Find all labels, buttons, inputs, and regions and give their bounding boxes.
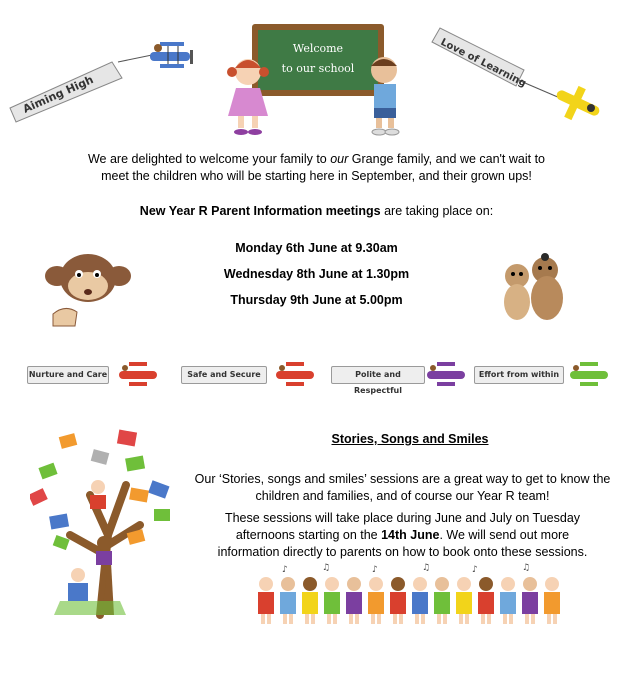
boy-icon xyxy=(371,57,399,135)
meerkats-icon xyxy=(495,252,575,322)
svg-text:♫: ♫ xyxy=(522,563,531,573)
meeting-date-2: Wednesday 8th June at 1.30pm xyxy=(223,267,410,281)
plane-icon xyxy=(423,360,471,388)
svg-text:♫: ♫ xyxy=(322,563,331,573)
chalkboard-line2: to our school xyxy=(281,62,355,75)
singing-children-icon xyxy=(252,562,572,632)
aiming-high-text: Aiming High xyxy=(20,73,96,116)
book-tree-icon xyxy=(30,425,190,620)
meetings-heading xyxy=(60,203,573,220)
svg-text:♪: ♪ xyxy=(472,565,478,575)
stories-paragraph-2 xyxy=(190,510,615,561)
intro-paragraph xyxy=(60,151,573,185)
stories-para1-line2: children and families, and of course our Year R team! xyxy=(255,489,550,503)
plane-icon xyxy=(115,360,163,388)
value-banner-nurture: Nurture and Care xyxy=(27,366,109,384)
svg-text:♪: ♪ xyxy=(282,565,288,575)
header-illustration xyxy=(0,0,633,145)
stories-para2-date: 14th June xyxy=(381,528,440,542)
meeting-date-3: Thursday 9th June at 5.00pm xyxy=(230,293,403,307)
intro-line1-end: Grange family, and we can't wait to xyxy=(348,152,546,166)
stories-para2-line2-start: afternoons starting on the xyxy=(235,528,382,542)
monkey-icon xyxy=(45,250,135,330)
svg-text:♫: ♫ xyxy=(422,563,431,573)
aiming-high-banner xyxy=(10,55,152,122)
intro-line1-emphasis: our xyxy=(330,152,349,166)
stories-title: Stories, Songs and Smiles xyxy=(331,432,489,446)
plane-icon xyxy=(272,360,320,388)
meetings-heading-bold: New Year R Parent Information meetings xyxy=(139,204,381,218)
chalkboard-icon xyxy=(252,24,384,96)
value-banner-safe: Safe and Secure xyxy=(181,366,267,384)
value-banner-polite: Polite and Respectful xyxy=(331,366,425,384)
intro-line2: meet the children who will be starting here in September, and their grown ups! xyxy=(101,169,532,183)
stories-para2-line1: These sessions will take place during June and July on Tuesday xyxy=(224,511,581,525)
svg-text:♪: ♪ xyxy=(372,565,378,575)
stories-para2-line2-end: . We will send out more xyxy=(439,528,570,542)
stories-para2-line3: information directly to parents on how to book onto these sessions. xyxy=(217,545,588,559)
stories-para1-line1: Our ‘Stories, songs and smiles’ sessions are a great way to get to know the xyxy=(194,472,611,486)
plane-icon xyxy=(555,86,601,120)
girl-icon xyxy=(227,59,269,135)
plane-icon xyxy=(566,360,614,388)
chalkboard-line1: Welcome xyxy=(292,42,344,55)
stories-paragraph-1 xyxy=(190,471,615,505)
intro-line1-start: We are delighted to welcome your family to xyxy=(87,152,331,166)
love-of-learning-banner xyxy=(432,28,560,98)
value-banner-effort: Effort from within xyxy=(474,366,564,384)
meetings-heading-rest: are taking place on: xyxy=(380,204,494,218)
love-of-learning-text: Love of Learning xyxy=(438,36,528,90)
plane-icon xyxy=(150,42,193,68)
meeting-date-1: Monday 6th June at 9.30am xyxy=(235,241,398,255)
